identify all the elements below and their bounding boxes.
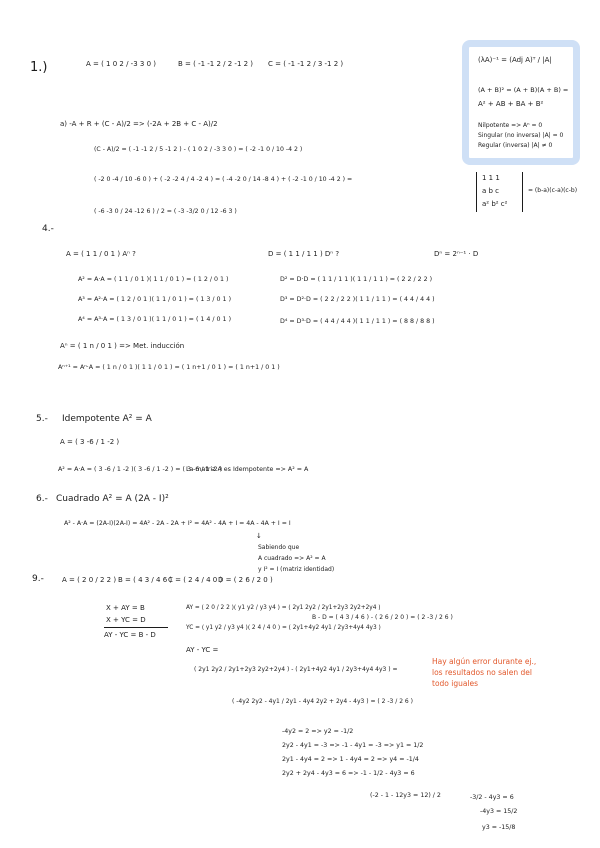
- q4-a-n: Aⁿ = ( 1 n / 0 1 ) => Met. inducción: [60, 342, 185, 350]
- q4-a-cubed: A³ = A²·A = ( 1 2 / 0 1 )( 1 1 / 0 1 ) = ( 1 3 / 0 1 ): [78, 296, 232, 303]
- q9-matrix-c: C = ( 2 4 / 4 0 ): [168, 576, 223, 584]
- matrix-a-definition: A = ( 1 0 2 / -3 3 0 ): [86, 60, 156, 68]
- q4-d-squared: D² = D·D = ( 1 1 / 1 1 )( 1 1 / 1 1 ) = ( 2 2 / 2 2 ): [280, 276, 433, 283]
- q6-calculation: A² - A·A = (2A-I)(2A-I) = 4A² - 2A - 2A + I² = 4A² - 4A + I = 4A - 4A + I = I: [64, 520, 291, 527]
- note-singular: Singular (no inversa) |A| = 0: [478, 132, 564, 139]
- problem-6-label: 6.-: [36, 494, 48, 504]
- q9-b-minus-d: B - D = ( 4 3 / 4 6 ) - ( 2 6 / 2 0 ) = ( 2 -3 / 2 6 ): [312, 614, 453, 621]
- q9-equation-1: -4y2 = 2 => y2 = -1/2: [282, 728, 354, 735]
- q9-matrix-b: B = ( 4 3 / 4 6 ): [118, 576, 173, 584]
- q6-reason-2: A cuadrado => A² = A: [258, 555, 326, 562]
- q9-equation-5: (-2 - 1 - 12y3 = 12) / 2: [370, 792, 441, 799]
- matrix-c-definition: C = ( -1 -1 2 / 3 -1 2 ): [268, 60, 344, 68]
- q9-system-2: X + YC = D: [106, 616, 146, 624]
- note-square-formula: (A + B)² = (A + B)(A + B) =: [478, 86, 569, 94]
- q9-equation-8: y3 = -15/8: [482, 824, 516, 831]
- q4-a-n-plus-1: Aⁿ⁺¹ = Aⁿ·A = ( 1 n / 0 1 )( 1 1 / 0 1 ) = ( 1 n+1 / 0 1 ) = ( 1 n+1 / 0 1 ): [58, 364, 280, 371]
- q4-d-cubed: D³ = D²·D = ( 2 2 / 2 2 )( 1 1 / 1 1 ) = ( 4 4 / 4 4 ): [280, 296, 435, 303]
- q9-system-rule: [104, 627, 168, 628]
- q5-conclusion: La matriz A es Idempotente => A² = A: [186, 466, 309, 473]
- vander-result: = (b-a)(c-a)(c-b): [528, 187, 578, 194]
- determinant-bar-left: [476, 172, 477, 212]
- q9-equation-6: -3/2 - 4y3 = 6: [470, 794, 514, 801]
- q6-arrow: ↓: [256, 532, 262, 540]
- q4-a-definition: A = ( 1 1 / 0 1 ) Aⁿ ?: [66, 250, 136, 258]
- q9-system-1: X + AY = B: [106, 604, 145, 612]
- q9-equation-3: 2y1 - 4y4 = 2 => 1 - 4y4 = 2 => y4 = -1/4: [282, 756, 419, 763]
- q9-yc: YC = ( y1 y2 / y3 y4 )( 2 4 / 4 0 ) = ( 2y1+4y2 4y1 / 2y3+4y4 4y3 ): [186, 625, 381, 631]
- problem-9-label: 9.-: [32, 574, 44, 584]
- part-a-line-2: (C - A)/2 = ( -1 -1 2 / 5 -1 2 ) - ( 1 0 2 / -3 3 0 ) = ( -2 -1 0 / 10 -4 2 ): [94, 146, 303, 153]
- note-nilpotent: Nilpotente => Aⁿ = 0: [478, 122, 543, 129]
- part-a-line-1: a) -A + R + (C - A)/2 => (-2A + 2B + C - A)/2: [60, 120, 218, 128]
- q9-equation-4: 2y2 + 2y4 - 4y3 = 6 => -1 - 1/2 - 4y3 = 6: [282, 770, 415, 777]
- q4-d-definition: D = ( 1 1 / 1 1 ) Dⁿ ?: [268, 250, 340, 258]
- q5-a-definition: A = ( 3 -6 / 1 -2 ): [60, 438, 120, 446]
- vander-row-1: 1 1 1: [482, 174, 500, 182]
- determinant-bar-right: [522, 172, 523, 212]
- q4-a-squared: A² = A·A = ( 1 1 / 0 1 )( 1 1 / 0 1 ) = ( 1 2 / 0 1 ): [78, 276, 229, 283]
- q9-subtraction: ( 2y1 2y2 / 2y1+2y3 2y2+2y4 ) - ( 2y1+4y2 4y1 / 2y3+4y4 4y3 ) =: [194, 666, 398, 673]
- q4-d-result: Dⁿ = 2ⁿ⁻¹ · D: [434, 250, 479, 258]
- q5-heading: Idempotente A² = A: [62, 414, 152, 424]
- problem-1-label: 1.): [30, 60, 48, 75]
- vander-row-3: a² b² c²: [482, 200, 508, 208]
- q6-heading: Cuadrado A² = A (2A - I)²: [56, 494, 169, 504]
- q9-system-3: AY - YC = B - D: [104, 631, 156, 639]
- error-remark: Hay algún error durante ej., los resultados no salen del todo iguales: [432, 657, 537, 688]
- q6-reason-1: Sabiendo que: [258, 544, 300, 551]
- q9-equation-2: 2y2 - 4y1 = -3 => -1 - 4y1 = -3 => y1 = 1/2: [282, 742, 424, 749]
- vander-row-2: a b c: [482, 187, 500, 195]
- note-regular: Regular (inversa) |A| ≠ 0: [478, 142, 553, 149]
- q6-reason-3: y I² = I (matriz identidad): [258, 566, 335, 573]
- note-square-expansion: A² + AB + BA + B²: [478, 100, 544, 108]
- q4-d-fourth: D⁴ = D³·D = ( 4 4 / 4 4 )( 1 1 / 1 1 ) = ( 8 8 / 8 8 ): [280, 318, 435, 325]
- matrix-b-definition: B = ( -1 -1 2 / 2 -1 2 ): [178, 60, 254, 68]
- problem-5-label: 5.-: [36, 414, 48, 424]
- q9-equation-7: -4y3 = 15/2: [480, 808, 518, 815]
- part-a-line-3: ( -2 0 -4 / 10 -6 0 ) + ( -2 -2 4 / 4 -2 4 ) = ( -4 -2 0 / 14 -8 4 ) + ( -2 -1 0 / 10 -4 2 ) =: [94, 176, 353, 183]
- q9-ay-minus-yc: AY - YC =: [186, 646, 219, 654]
- problem-4-label: 4.-: [42, 224, 54, 234]
- note-inverse-formula: (λA)⁻¹ = (Adj A)ᵀ / |A|: [478, 56, 552, 64]
- q9-result-matrix: ( -4y2 2y2 - 4y1 / 2y1 - 4y4 2y2 + 2y4 - 4y3 ) = ( 2 -3 / 2 6 ): [232, 698, 413, 705]
- q9-ay: AY = ( 2 0 / 2 2 )( y1 y2 / y3 y4 ) = ( 2y1 2y2 / 2y1+2y3 2y2+2y4 ): [186, 605, 381, 611]
- q4-a-fourth: A⁴ = A³·A = ( 1 3 / 0 1 )( 1 1 / 0 1 ) = ( 1 4 / 0 1 ): [78, 316, 232, 323]
- q9-matrix-d: D = ( 2 6 / 2 0 ): [218, 576, 273, 584]
- q5-calculation: A² = A·A = ( 3 -6 / 1 -2 )( 3 -6 / 1 -2 ) = ( 3 -6 / 1 -2 ): [58, 466, 223, 473]
- part-a-line-4: ( -6 -3 0 / 24 -12 6 ) / 2 = ( -3 -3/2 0 / 12 -6 3 ): [94, 208, 237, 215]
- q9-matrix-a: A = ( 2 0 / 2 2 ): [62, 576, 117, 584]
